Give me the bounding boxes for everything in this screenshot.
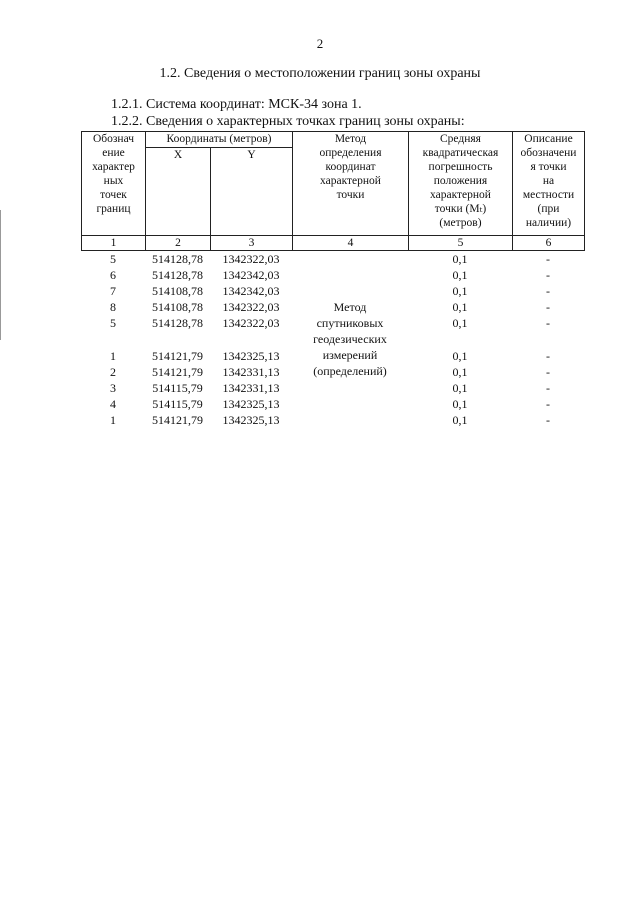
table-row: 3 514115,79 1342331,13 0,1 - bbox=[110, 381, 550, 395]
column-number: 1 bbox=[82, 236, 146, 251]
table-row: 1 514121,79 1342325,13 0,1 - bbox=[110, 349, 550, 363]
column-numbers-row bbox=[82, 236, 585, 251]
subsection-coordinate-system: 1.2.1. Система координат: МСК-34 зона 1. bbox=[111, 97, 362, 112]
table-body bbox=[81, 251, 584, 431]
table-row: 7 514108,78 1342342,03 0,1 - bbox=[110, 284, 550, 298]
table-row: 1 514121,79 1342325,13 0,1 - bbox=[110, 413, 550, 427]
header-y: Y bbox=[211, 148, 293, 236]
boundary-points-table bbox=[81, 131, 584, 431]
subsection-points-info: 1.2.2. Сведения о характерных точках границ зоны охраны: bbox=[111, 114, 465, 129]
header-method: Метод определения координат характерной точки bbox=[293, 132, 409, 236]
table-row: 6 514128,78 1342342,03 0,1 - bbox=[110, 268, 550, 282]
method-description: Метод спутниковых геодезических измерений (определений) bbox=[313, 300, 387, 378]
table-row: 4 514115,79 1342325,13 0,1 - bbox=[110, 397, 550, 411]
page-number: 2 bbox=[316, 36, 324, 51]
table-row: 2 514121,79 1342331,13 0,1 - bbox=[110, 365, 550, 379]
table-header bbox=[81, 131, 585, 251]
margin-binding-mark bbox=[0, 210, 1, 340]
header-x: X bbox=[146, 148, 211, 236]
column-number: 2 bbox=[146, 236, 211, 251]
column-number: 4 bbox=[293, 236, 409, 251]
column-number: 3 bbox=[211, 236, 293, 251]
table-row: 5 514128,78 1342322,03 0,1 - bbox=[110, 316, 550, 330]
section-title: 1.2. Сведения о местоположении границ зоны охраны bbox=[159, 66, 481, 81]
header-description: Описание обозначени я точки на местности (при наличии) bbox=[513, 132, 585, 236]
table-row: 8 514108,78 1342322,03 0,1 - bbox=[110, 300, 550, 314]
column-number: 6 bbox=[513, 236, 585, 251]
header-coordinates: Координаты (метров) bbox=[146, 132, 293, 148]
header-error: Средняя квадратическая погрешность положения характерной точки (Mₜ) (метров) bbox=[409, 132, 513, 236]
header-designation: Обознач ение характер ных точек границ bbox=[82, 132, 146, 236]
column-number: 5 bbox=[409, 236, 513, 251]
table-row: 5 514128,78 1342322,03 0,1 - bbox=[110, 252, 550, 266]
